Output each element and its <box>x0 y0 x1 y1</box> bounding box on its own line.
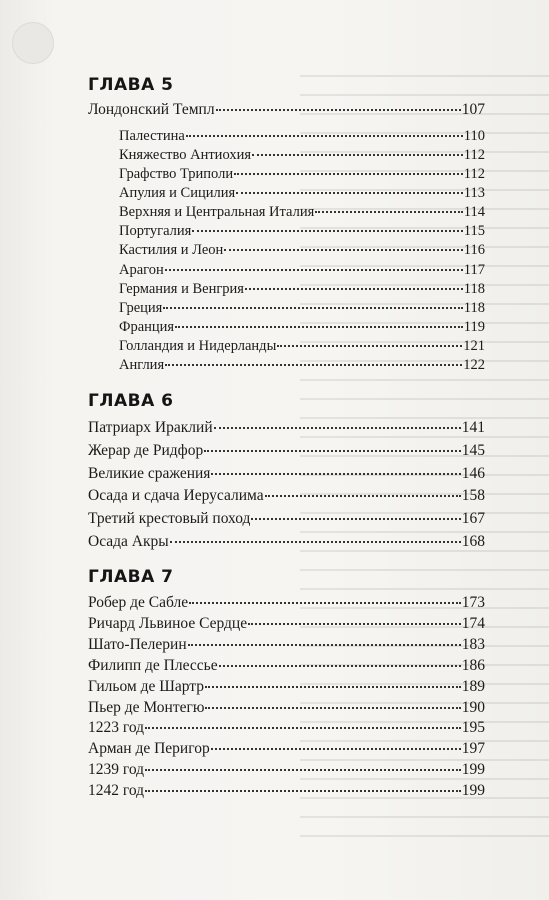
toc-entry-page: 112 <box>463 147 485 164</box>
leader-dots <box>252 154 463 156</box>
toc-entry-page: 112 <box>463 166 485 183</box>
leader-dots <box>265 495 461 497</box>
toc-entry-title: Робер де Сабле <box>88 594 189 611</box>
toc-entry-page: 114 <box>463 204 485 221</box>
toc-entry <box>119 166 485 185</box>
toc-entry <box>119 281 485 300</box>
chapter-7-heading: ГЛАВА 7 <box>88 567 174 587</box>
toc-entry-title: Филипп де Плессье <box>88 656 218 674</box>
toc-entry <box>88 719 485 738</box>
toc-entry-page: 197 <box>461 740 485 758</box>
leader-dots <box>216 109 461 111</box>
toc-entry-title: Жерар де Ридфор <box>88 441 204 459</box>
leader-dots <box>214 427 461 429</box>
toc-entry <box>119 262 485 281</box>
leader-dots <box>236 192 463 194</box>
leader-dots <box>245 288 463 290</box>
toc-entry-title: Франция <box>119 318 175 335</box>
toc-entry-title: Осада Акры <box>88 533 169 550</box>
toc-entry-title: Пьер де Монтегю <box>88 698 205 716</box>
leader-dots <box>170 541 461 543</box>
toc-entry-page: 118 <box>463 280 485 297</box>
toc-entry-title: Лондонский Темпл <box>88 101 215 118</box>
toc-entry <box>88 442 485 461</box>
toc-entry <box>88 101 485 120</box>
leader-dots <box>188 644 461 646</box>
toc-entry <box>88 465 485 484</box>
toc-entry <box>88 699 485 718</box>
leader-dots <box>163 307 462 309</box>
toc-entry <box>88 533 485 552</box>
leader-dots <box>234 173 463 175</box>
toc-entry-page: 145 <box>461 441 485 459</box>
leader-dots <box>145 727 461 729</box>
toc-entry-page: 173 <box>461 594 485 611</box>
toc-entry-title: Португалия <box>119 223 192 240</box>
toc-entry-page: 141 <box>461 419 485 436</box>
leader-dots <box>175 326 463 328</box>
leader-dots <box>315 211 463 213</box>
toc-entry <box>119 338 485 357</box>
leader-dots <box>205 707 460 709</box>
toc-entry-page: 158 <box>461 487 485 505</box>
toc-entry-page: 117 <box>463 261 485 278</box>
toc-entry <box>119 319 485 338</box>
toc-entry-title: Княжество Антиохия <box>119 147 252 164</box>
toc-entry <box>88 487 485 506</box>
leader-dots <box>192 230 462 232</box>
leader-dots <box>189 602 461 604</box>
toc-entry-title: Германия и Венгрия <box>119 280 244 297</box>
toc-entry <box>119 223 485 242</box>
toc-entry-title: Великие сражения <box>88 464 211 482</box>
toc-entry-title: Патриарх Ираклий <box>88 419 213 436</box>
toc-entry-page: 168 <box>461 533 485 550</box>
toc-entry <box>119 242 485 261</box>
toc-entry-title: Англия <box>119 356 165 373</box>
leader-dots <box>251 518 460 520</box>
leader-dots <box>211 748 461 750</box>
toc-entry-page: 146 <box>461 464 485 482</box>
toc-entry-title: Кастилия и Леон <box>119 242 224 259</box>
toc-entry-title: 1223 год <box>88 719 145 737</box>
chapter-5-heading: ГЛАВА 5 <box>88 75 174 95</box>
toc-entry-page: 116 <box>463 242 485 259</box>
toc-entry-title: Арман де Перигор <box>88 740 210 758</box>
toc-entry-title: Шато-Пелерин <box>88 635 187 653</box>
toc-entry-title: Осада и сдача Иерусалима <box>88 487 264 505</box>
toc-entry-title: Апулия и Сицилия <box>119 185 236 202</box>
toc-entry-page: 115 <box>463 223 485 240</box>
toc-entry-page: 113 <box>463 185 485 202</box>
toc-entry-page: 190 <box>461 698 485 716</box>
leader-dots <box>165 269 463 271</box>
toc-entry-title: 1239 год <box>88 761 145 779</box>
leader-dots <box>211 473 460 475</box>
toc-entry-title: Третий крестовый поход <box>88 510 251 528</box>
toc-entry <box>88 782 485 801</box>
toc-entry-page: 110 <box>463 128 485 144</box>
toc-entry-title: Графство Триполи <box>119 166 234 183</box>
toc-entry-page: 119 <box>463 318 485 335</box>
leader-dots <box>165 364 462 366</box>
toc-entry-title: Арагон <box>119 261 164 278</box>
toc-entry <box>88 615 485 634</box>
toc-entry-page: 186 <box>461 656 485 674</box>
toc-entry-title: Ричард Львиное Сердце <box>88 614 248 632</box>
leader-dots <box>145 790 461 792</box>
toc-entry-page: 107 <box>461 101 485 118</box>
toc-entry <box>119 128 485 147</box>
toc-entry-page: 199 <box>461 782 485 800</box>
toc-entry <box>88 678 485 697</box>
toc-entry-title: Палестина <box>119 128 185 144</box>
toc-entry-page: 199 <box>461 761 485 779</box>
chapter-6-heading: ГЛАВА 6 <box>88 391 174 411</box>
leader-dots <box>277 345 462 347</box>
leader-dots <box>224 249 462 251</box>
toc-entry-page: 174 <box>461 614 485 632</box>
leader-dots <box>205 686 461 688</box>
toc-entry-page: 118 <box>463 299 485 316</box>
leader-dots <box>219 665 461 667</box>
toc-entry <box>119 357 485 376</box>
toc-entry <box>88 740 485 759</box>
toc-entry <box>119 300 485 319</box>
toc-entry-page: 183 <box>461 635 485 653</box>
leader-dots <box>204 450 461 452</box>
toc-entry <box>88 636 485 655</box>
toc-entry <box>88 419 485 438</box>
library-stamp <box>12 22 54 64</box>
leader-dots <box>248 623 461 625</box>
toc-entry-page: 189 <box>461 677 485 695</box>
toc-entry-title: Греция <box>119 299 163 316</box>
toc-entry-title: 1242 год <box>88 782 145 800</box>
toc-entry <box>119 147 485 166</box>
toc-entry-title: Гильом де Шартр <box>88 677 205 695</box>
leader-dots <box>186 135 463 137</box>
leader-dots <box>145 769 461 771</box>
toc-entry-page: 122 <box>463 356 485 373</box>
toc-entry-title: Верхняя и Центральная Италия <box>119 204 315 221</box>
toc-entry-page: 195 <box>461 719 485 737</box>
toc-entry <box>88 657 485 676</box>
toc-entry-title: Голландия и Нидерланды <box>119 337 277 354</box>
toc-entry-page: 167 <box>461 510 485 528</box>
toc-entry-page: 121 <box>463 337 485 354</box>
toc-entry <box>119 204 485 223</box>
toc-entry <box>119 185 485 204</box>
toc-entry <box>88 761 485 780</box>
toc-entry <box>88 510 485 529</box>
toc-entry <box>88 594 485 613</box>
